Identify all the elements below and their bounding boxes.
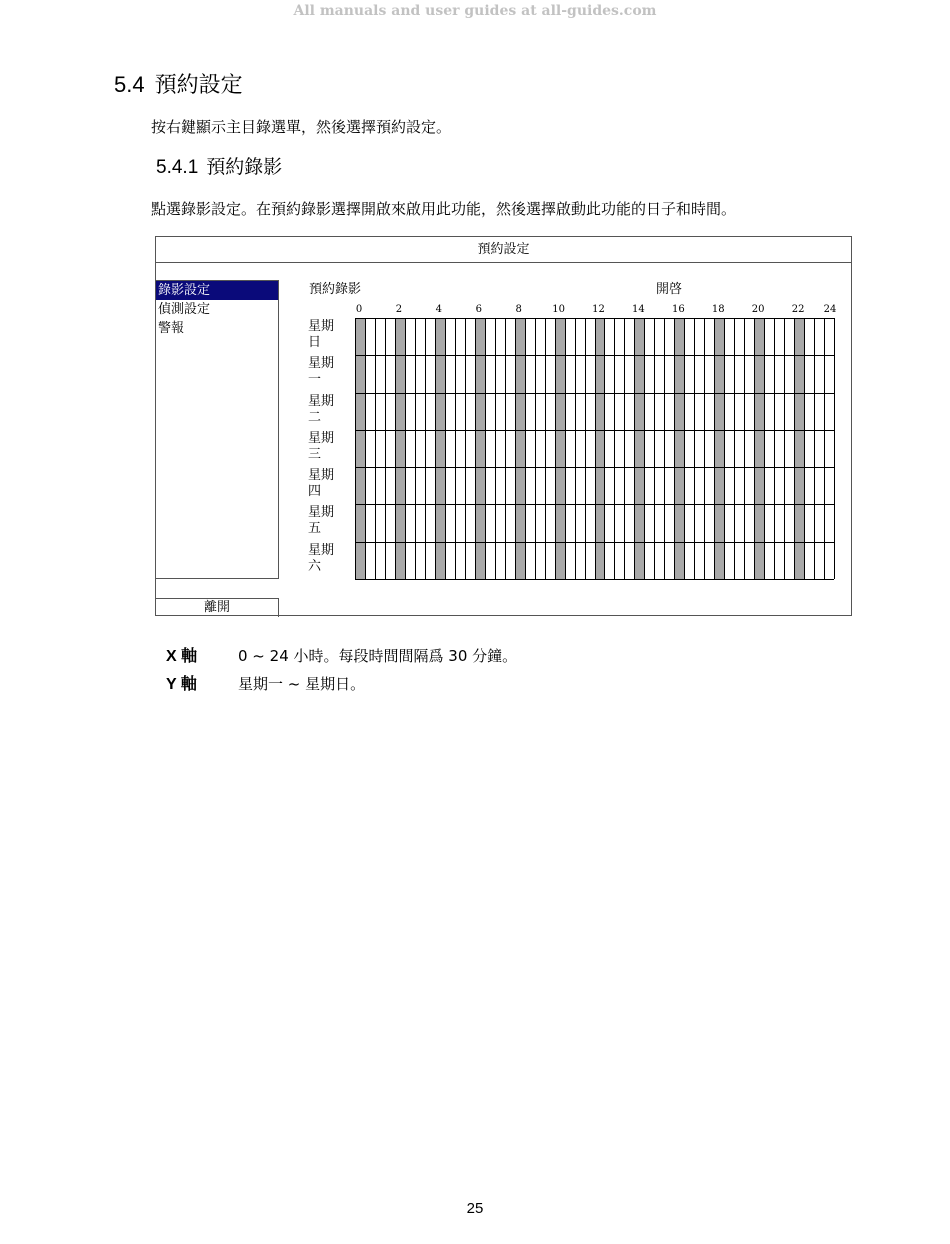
dialog-title: 預約設定 [156, 237, 851, 263]
hour-tick-label: 20 [751, 304, 765, 315]
grid-slot-column[interactable] [405, 318, 415, 579]
grid-slot-column[interactable] [774, 318, 784, 579]
schedule-status[interactable]: 開啓 [656, 282, 683, 297]
grid-row-line [355, 467, 834, 468]
menu-item-detection-setup[interactable]: 偵測設定 [158, 302, 211, 317]
hour-tick-label: 10 [552, 304, 565, 315]
grid-slot-column[interactable] [784, 318, 794, 579]
hour-tick-label: 16 [671, 304, 685, 315]
grid-slot-column[interactable] [624, 318, 634, 579]
hour-tick-label: 14 [632, 304, 645, 315]
day-label: 星期 一 [308, 356, 335, 388]
grid-slot-column[interactable] [375, 318, 385, 579]
dialog-menu [156, 280, 279, 579]
grid-slot-column[interactable] [595, 318, 605, 579]
hour-tick-label: 8 [515, 304, 522, 315]
instruction-paragraph: 點選錄影設定。在預約錄影選擇開啟來啟用此功能，然後選擇啟動此功能的日子和時間。 [151, 200, 737, 218]
grid-slot-column[interactable] [495, 318, 505, 579]
grid-slot-column[interactable] [535, 318, 545, 579]
grid-slot-column[interactable] [525, 318, 535, 579]
subsection-heading [156, 154, 282, 181]
watermark: All manuals and user guides at all-guides.com [293, 3, 657, 19]
x-axis-desc: 0 ~ 24 小時。每段時間間隔爲 30 分鐘。 [238, 647, 518, 665]
grid-slot-column[interactable] [744, 318, 754, 579]
hour-tick-label: 22 [791, 304, 805, 315]
day-label: 星期 三 [308, 430, 335, 462]
grid-slot-column[interactable] [714, 318, 724, 579]
grid-slot-column[interactable] [445, 318, 455, 579]
grid-slot-column[interactable] [575, 318, 585, 579]
grid-slot-column[interactable] [355, 318, 365, 579]
hour-tick-label: 2 [395, 304, 403, 315]
grid-slot-column[interactable] [724, 318, 734, 579]
day-label: 星期 五 [308, 505, 335, 537]
page-number: 25 [466, 1200, 484, 1217]
hour-tick-label: 0 [355, 304, 363, 315]
grid-row-line [355, 542, 834, 543]
schedule-dialog [155, 236, 852, 616]
subsection-number: 5.4.1 [156, 157, 199, 178]
grid-slot-column[interactable] [794, 318, 804, 579]
day-label: 星期 日 [308, 319, 335, 350]
grid-slot-column[interactable] [505, 318, 515, 579]
x-axis-label: X 軸 [166, 648, 198, 665]
grid-row-line [355, 504, 834, 505]
hour-tick-label: 4 [435, 304, 443, 315]
grid-row-line [355, 318, 834, 319]
subsection-title: 預約錄影 [206, 156, 283, 178]
grid-row-line [355, 430, 834, 431]
grid-slot-column[interactable] [425, 318, 435, 579]
grid-slot-column[interactable] [754, 318, 764, 579]
grid-slot-column[interactable] [704, 318, 714, 579]
grid-slot-column[interactable] [415, 318, 425, 579]
schedule-label: 預約錄影 [309, 282, 362, 297]
grid-slot-column[interactable] [664, 318, 674, 579]
schedule-grid[interactable] [355, 318, 834, 579]
grid-slot-column[interactable] [654, 318, 664, 579]
menu-item-record-setup[interactable]: 錄影設定 [156, 281, 278, 300]
section-number: 5.4 [114, 72, 145, 97]
grid-right-border [834, 318, 835, 579]
grid-slot-column[interactable] [555, 318, 565, 579]
grid-slot-column[interactable] [545, 318, 555, 579]
grid-slot-column[interactable] [515, 318, 525, 579]
grid-slot-column[interactable] [604, 318, 614, 579]
day-label: 星期 二 [308, 393, 335, 425]
day-label: 星期 四 [308, 468, 335, 500]
grid-slot-column[interactable] [814, 318, 824, 579]
grid-slot-column[interactable] [684, 318, 694, 579]
grid-slot-column[interactable] [365, 318, 375, 579]
y-axis-note [166, 673, 365, 696]
grid-slot-column[interactable] [674, 318, 684, 579]
grid-row-line [355, 355, 834, 356]
section-title: 預約設定 [154, 73, 243, 98]
hour-tick-label: 24 [823, 304, 837, 315]
grid-slot-column[interactable] [614, 318, 624, 579]
grid-slot-column[interactable] [435, 318, 445, 579]
grid-slot-column[interactable] [764, 318, 774, 579]
section-heading [114, 70, 243, 101]
hour-tick-label: 18 [711, 304, 725, 315]
grid-slot-column[interactable] [395, 318, 405, 579]
exit-button[interactable]: 離開 [156, 598, 279, 617]
intro-paragraph: 按右鍵顯示主目錄選單，然後選擇預約設定。 [151, 118, 452, 136]
grid-slot-column[interactable] [485, 318, 495, 579]
x-axis-note [166, 645, 517, 668]
grid-slot-column[interactable] [475, 318, 485, 579]
grid-slot-column[interactable] [385, 318, 395, 579]
grid-slot-column[interactable] [734, 318, 744, 579]
grid-slot-column[interactable] [455, 318, 465, 579]
grid-row-line [355, 579, 834, 580]
grid-slot-column[interactable] [465, 318, 475, 579]
grid-slot-column[interactable] [804, 318, 814, 579]
menu-item-alarm[interactable]: 警報 [158, 321, 185, 336]
grid-row-line [355, 393, 834, 394]
day-label: 星期 六 [308, 542, 335, 574]
grid-slot-column[interactable] [824, 318, 834, 579]
grid-slot-column[interactable] [644, 318, 654, 579]
grid-slot-column[interactable] [694, 318, 704, 579]
y-axis-desc: 星期一 ~ 星期日。 [238, 675, 366, 693]
grid-slot-column[interactable] [565, 318, 575, 579]
grid-slot-column[interactable] [585, 318, 595, 579]
hour-tick-label: 6 [475, 304, 482, 315]
hour-tick-label: 12 [592, 304, 605, 315]
grid-slot-column[interactable] [634, 318, 644, 579]
y-axis-label: Y 軸 [166, 676, 197, 693]
